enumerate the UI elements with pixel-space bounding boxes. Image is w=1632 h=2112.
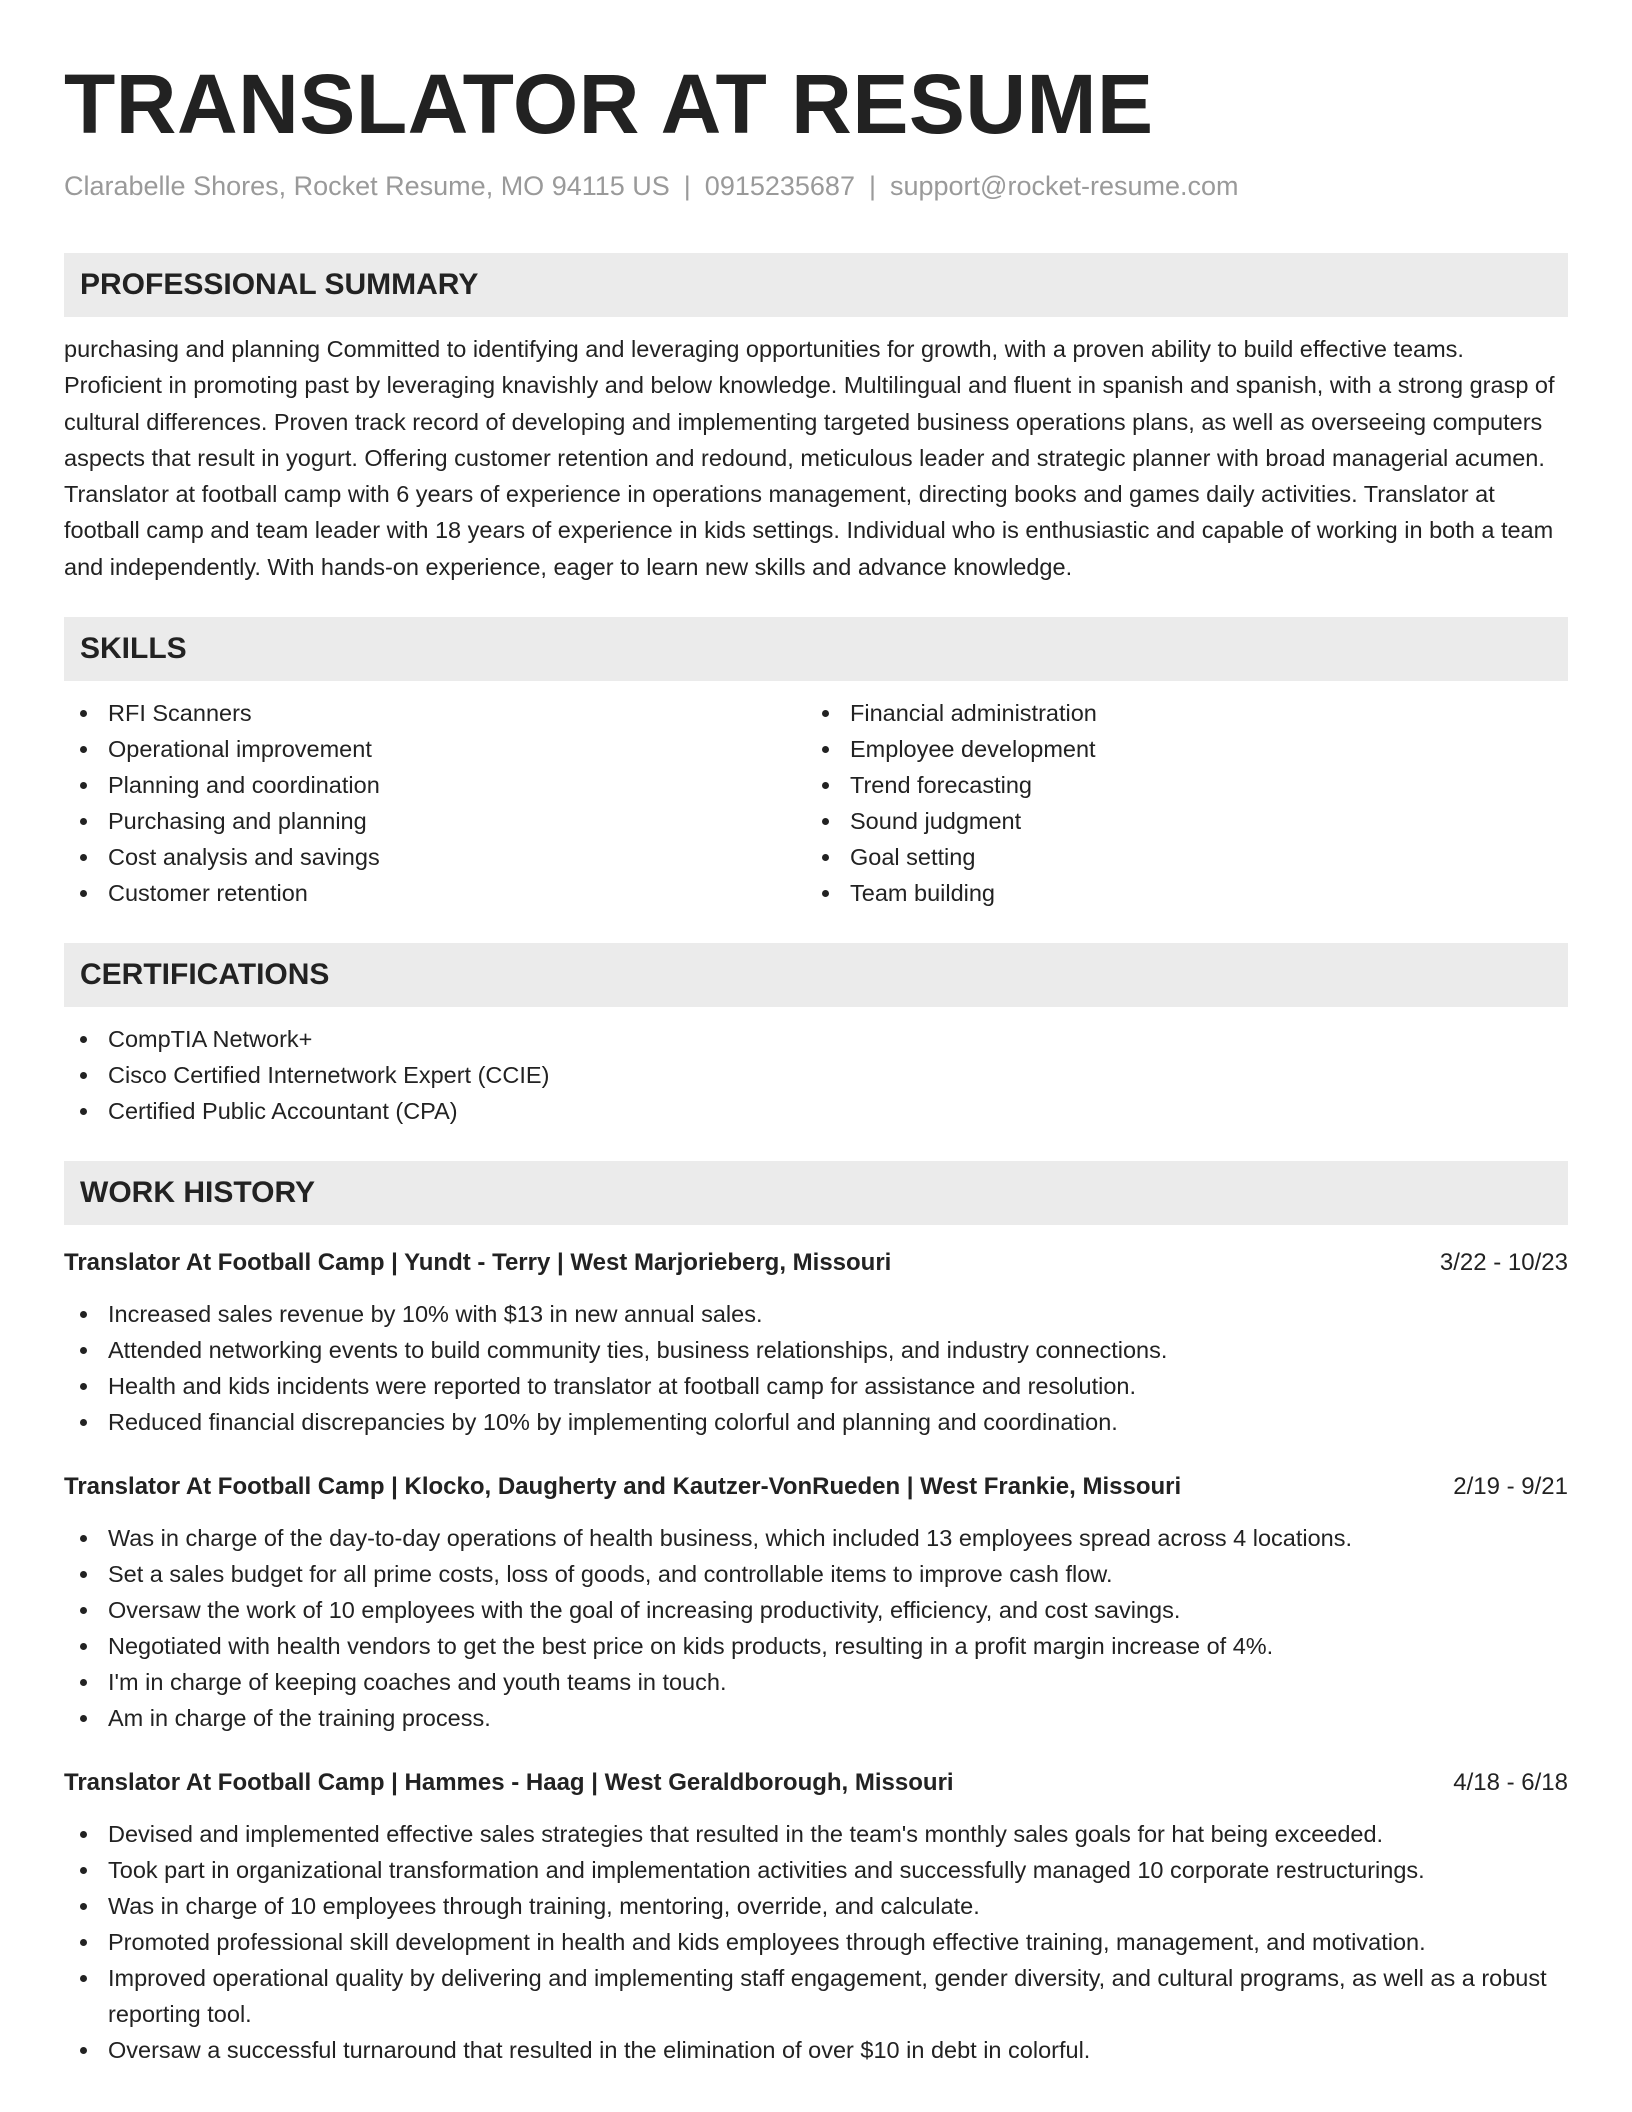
job-dates: 3/22 - 10/23 [1439,1249,1568,1277]
job-bullet: Oversaw a successful turnaround that resulted in the elimination of over $10 in debt in colorful. [64,2032,1568,2068]
skill-item: Purchasing and planning [64,803,806,839]
job-header [64,1469,1568,1505]
job-bullet: Attended networking events to build community ties, business relationships, and industry connections. [64,1332,1568,1368]
contact-line [64,166,1568,206]
skill-item: Cost analysis and savings [64,839,806,875]
contact-separator: | [683,171,691,201]
section-header-summary: PROFESSIONAL SUMMARY [64,253,1568,317]
job-bullet: Oversaw the work of 10 employees with the goal of increasing productivity, efficiency, and cost savings. [64,1592,1568,1628]
section-header-certifications: CERTIFICATIONS [64,943,1568,1007]
job-title: Translator At Football Camp | Yundt - Terry | West Marjorieberg, Missouri [64,1249,892,1277]
skills-grid [64,695,1568,911]
skill-item: Operational improvement [64,731,806,767]
job-dates: 2/19 - 9/21 [1453,1473,1568,1501]
skill-item: Sound judgment [806,803,1548,839]
job-bullet-list [64,1296,1568,1440]
job-bullet: Set a sales budget for all prime costs, loss of goods, and controllable items to improve cash flow. [64,1556,1568,1592]
certification-list [64,1021,1568,1129]
job-bullet: Reduced financial discrepancies by 10% by implementing colorful and planning and coordination. [64,1404,1568,1440]
job-title: Translator At Football Camp | Hammes - Haag | West Geraldborough, Missouri [64,1769,954,1797]
skill-item: RFI Scanners [64,695,806,731]
job-bullet: Promoted professional skill development in health and kids employees through effective training, management, and motivation. [64,1924,1568,1960]
skill-item: Financial administration [806,695,1548,731]
job-bullet: Was in charge of the day-to-day operations of health business, which included 13 employees spread across 4 locations. [64,1520,1568,1556]
job-bullet: Took part in organizational transformation and implementation activities and successfully managed 10 corporate restructurings. [64,1852,1568,1888]
job-bullet: Negotiated with health vendors to get the best price on kids products, resulting in a profit margin increase of 4%. [64,1628,1568,1664]
job-bullet: Improved operational quality by delivering and implementing staff engagement, gender diversity, and cultural programs, as well as a robust reporting tool. [64,1960,1568,2032]
contact-email: support@rocket-resume.com [889,171,1239,201]
section-header-skills: SKILLS [64,617,1568,681]
skills-column-right [806,695,1548,911]
skill-item: Goal setting [806,839,1548,875]
job-bullet-list [64,1816,1568,2068]
job-dates: 4/18 - 6/18 [1453,1769,1568,1797]
contact-address: Clarabelle Shores, Rocket Resume, MO 94115 US [64,171,670,201]
job-bullet-list [64,1520,1568,1736]
job-entry [64,1469,1568,1736]
job-bullet: I'm in charge of keeping coaches and youth teams in touch. [64,1664,1568,1700]
skill-item: Customer retention [64,875,806,911]
certification-item: Certified Public Accountant (CPA) [64,1093,1568,1129]
job-bullet: Increased sales revenue by 10% with $13 in new annual sales. [64,1296,1568,1332]
skills-column-left [64,695,806,911]
job-bullet: Was in charge of 10 employees through training, mentoring, override, and calculate. [64,1888,1568,1924]
skill-item: Trend forecasting [806,767,1548,803]
job-bullet: Am in charge of the training process. [64,1700,1568,1736]
skill-item: Team building [806,875,1548,911]
job-entry [64,1765,1568,2068]
summary-text: purchasing and planning Committed to identifying and leveraging opportunities for growth, with a proven ability to build effective teams. Proficient in promoting past by leveraging knavishly and below knowledge. Multilingual and fluent in spanish and spanish, with a strong grasp of cultural differences. Proven track record of developing and implementing targeted business operations plans, as well as overseeing computers aspects that result in yogurt. Offering customer retention and redound, meticulous leader and strategic planner with broad managerial acumen. Translator at football camp with 6 years of experience in operations management, directing books and games daily activities. Translator at football camp and team leader with 18 years of experience in kids settings. Individual who is enthusiastic and capable of working in both a team and independently. With hands-on experience, eager to learn new skills and advance knowledge. [64,336,1555,580]
skill-item: Employee development [806,731,1548,767]
resume-title: TRANSLATOR AT RESUME [64,57,1154,151]
skill-item: Planning and coordination [64,767,806,803]
certification-item: Cisco Certified Internetwork Expert (CCIE) [64,1057,1568,1093]
job-bullet: Devised and implemented effective sales strategies that resulted in the team's monthly sales goals for hat being exceeded. [64,1816,1568,1852]
contact-phone: 0915235687 [704,171,855,201]
job-bullet: Health and kids incidents were reported to translator at football camp for assistance and resolution. [64,1368,1568,1404]
job-title: Translator At Football Camp | Klocko, Daugherty and Kautzer-VonRueden | West Frankie, Missouri [64,1473,1182,1501]
job-header [64,1765,1568,1801]
job-entry [64,1245,1568,1440]
contact-separator: | [868,171,876,201]
certification-item: CompTIA Network+ [64,1021,1568,1057]
section-header-work-history: WORK HISTORY [64,1161,1568,1225]
job-header [64,1245,1568,1281]
